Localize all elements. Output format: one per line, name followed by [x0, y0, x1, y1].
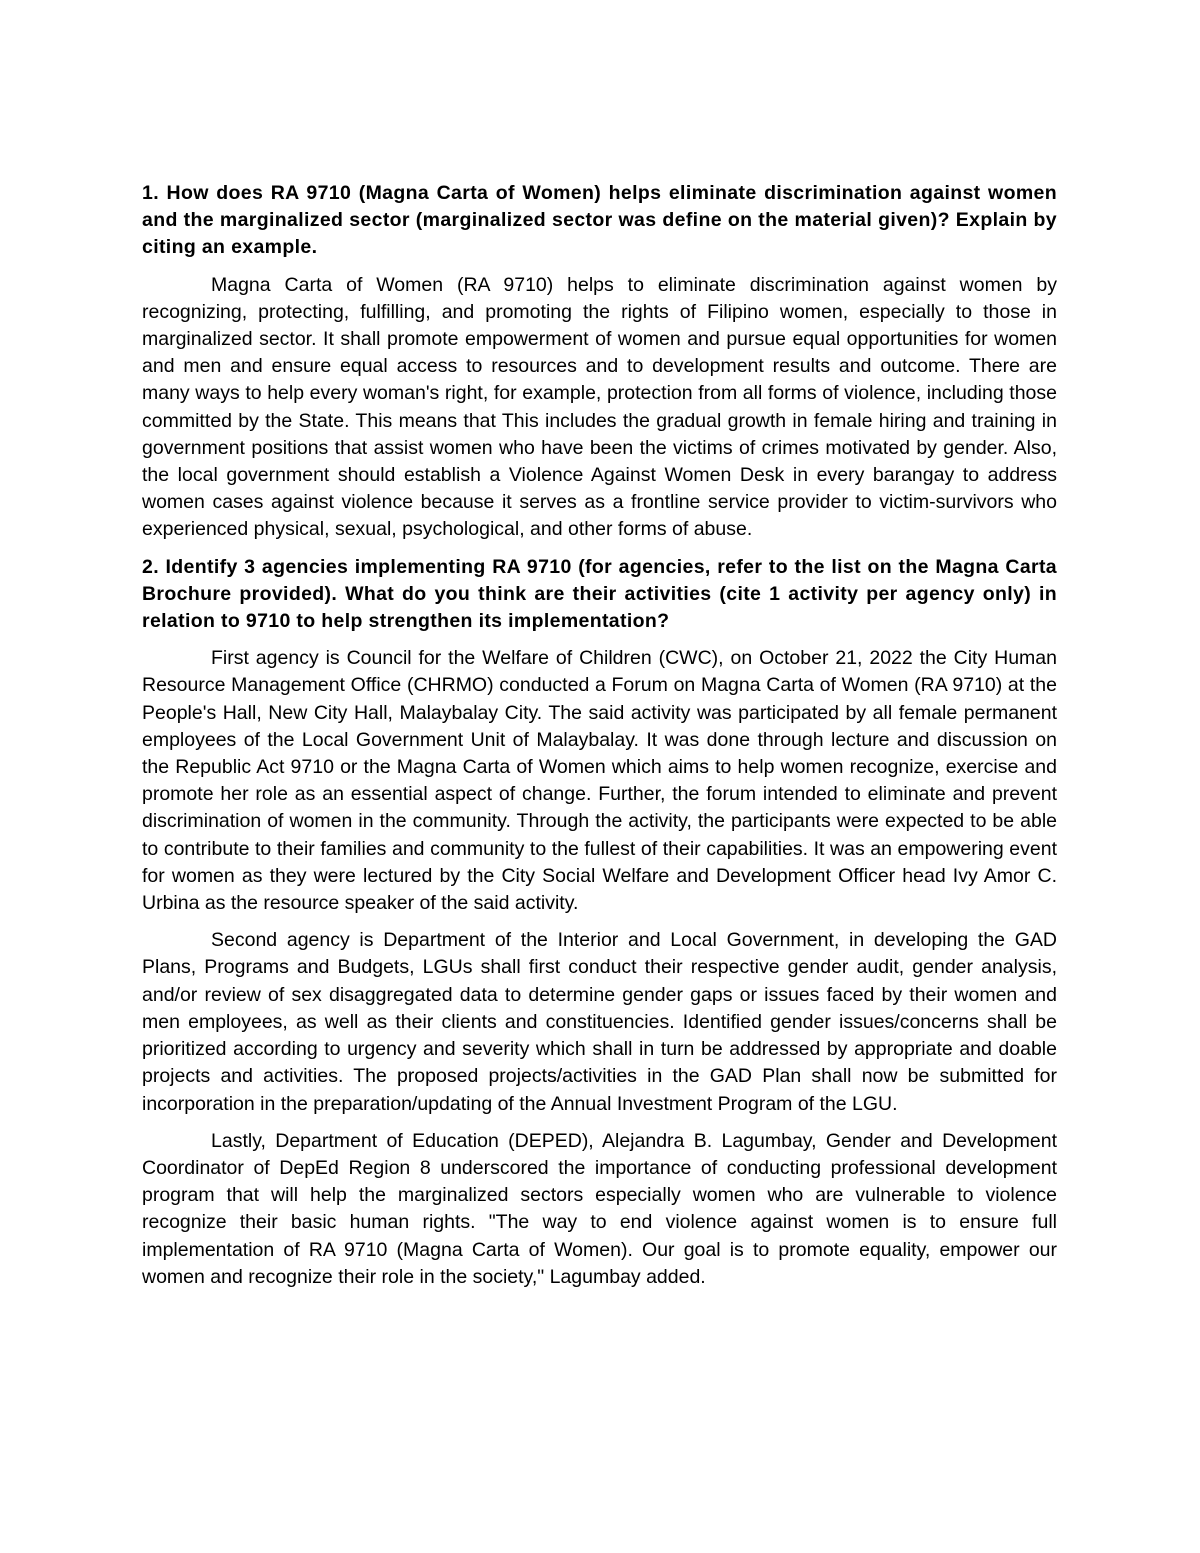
- document-page: [142, 180, 1057, 1301]
- question-1: 1. How does RA 9710 (Magna Carta of Women) helps eliminate discrimination against women and the marginalized sector (marginalized sector was define on the material given)? Explain by citing an example.: [142, 182, 1057, 259]
- question-2: 2. Identify 3 agencies implementing RA 9710 (for agencies, refer to the list on the Magna Carta Brochure provided). What do you think are their activities (cite 1 activity per agency only) in relation to 9710 to help strengthen its implementation?: [142, 555, 1057, 633]
- answer-2-third-agency: Lastly, Department of Education (DEPED), Alejandra B. Lagumbay, Gender and Development Coordinator of DepEd Region 8 underscored the importance of conducting professional development program that will help the marginalized sectors especially women who are vulnerable to violence recognize their basic human rights. "The way to end violence against women is to ensure full implementation of RA 9710 (Magna Carta of Women). Our goal is to promote equality, empower our women and recognize their role in the society," Lagumbay added.: [142, 1129, 1057, 1288]
- answer-2-second-agency: Second agency is Department of the Interior and Local Government, in developing the GAD Plans, Programs and Budgets, LGUs shall first conduct their respective gender audit, gender analysis, and/or review of sex disaggregated data to determine gender gaps or issues faced by their women and men employees, as well as their clients and constituencies. Identified gender issues/concerns shall be prioritized according to urgency and severity which shall in turn be addressed by appropriate and doable projects and activities. The proposed projects/activities in the GAD Plan shall now be submitted for incorporation in the preparation/updating of the Annual Investment Program of the LGU.: [142, 929, 1057, 1115]
- answer-2-first-agency: First agency is Council for the Welfare of Children (CWC), on October 21, 2022 the City Human Resource Management Office (CHRMO) conducted a Forum on Magna Carta of Women (RA 9710) at the People's Hall, New City Hall, Malaybalay City. The said activity was participated by all female permanent employees of the Local Government Unit of Malaybalay. It was done through lecture and discussion on the Republic Act 9710 or the Magna Carta of Women which aims to help women recognize, exercise and promote her role as an essential aspect of change. Further, the forum intended to eliminate and prevent discrimination of women in the community. Through the activity, the participants were expected to be able to contribute to their families and community to the fullest of their capabilities. It was an empowering event for women as they were lectured by the City Social Welfare and Development Officer head Ivy Amor C. Urbina as the resource speaker of the said activity.: [142, 647, 1057, 915]
- answer-1: Magna Carta of Women (RA 9710) helps to eliminate discrimination against women by recognizing, protecting, fulfilling, and promoting the rights of Filipino women, especially to those in marginalized sector. It shall promote empowerment of women and pursue equal opportunities for women and men and ensure equal access to resources and to development results and outcome. There are many ways to help every woman's right, for example, protection from all forms of violence, including those committed by the State. This means that This includes the gradual growth in female hiring and training in government positions that assist women who have been the victims of crimes motivated by gender. Also, the local government should establish a Violence Against Women Desk in every barangay to address women cases against violence because it serves as a frontline service provider to victim-survivors who experienced physical, sexual, psychological, and other forms of abuse.: [142, 273, 1057, 541]
